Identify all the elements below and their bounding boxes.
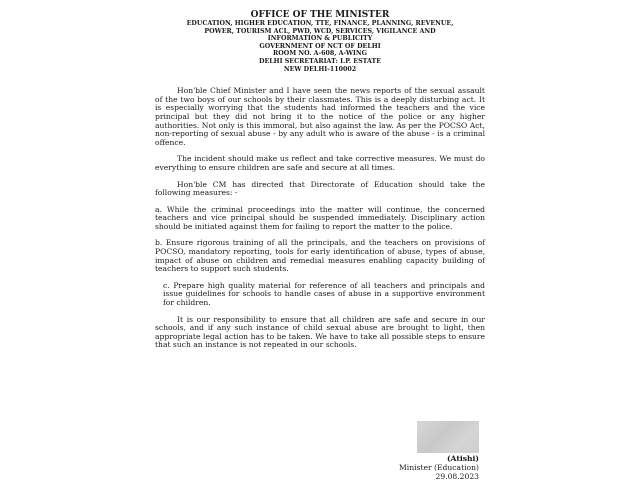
secretariat-line: DELHI SECRETARIAT: I.P. ESTATE bbox=[258, 57, 382, 65]
government-line: GOVERNMENT OF NCT OF DELHI bbox=[259, 42, 381, 50]
measure-b: b. Ensure rigorous training of all the principals, and the teachers on provisions of POCSO, mandatory reporting, tools for early identification of abuse, types of abuse, impact of abuse on children and remedial measures enabling capacity building of teachers to support such students. bbox=[155, 238, 485, 274]
signatory-designation: Minister (Education) bbox=[399, 462, 479, 472]
paragraph-reflect: The incident should make us reflect and take corrective measures. We must do everything to ensure children are safe and secure at all times. bbox=[155, 154, 485, 172]
portfolio-line-1: EDUCATION, HIGHER EDUCATION, TTE, FINANCE, PLANNING, REVENUE, bbox=[186, 20, 454, 27]
paragraph-intro: Hon'ble Chief Minister and I have seen the news reports of the sexual assault of the two boys of our schools by their classmates. This is a deeply disturbing act. It is especially worrying that the students had informed the teachers and the vice principal but they did not bring it to the notice of the police or any higher authorities. Not only is this immoral, but also against the law. As per the POCSO Act, non-reporting of sexual abuse - by any adult who is aware of the abuse - is a criminal offence. bbox=[155, 86, 485, 147]
letterhead bbox=[155, 10, 485, 73]
city-line: NEW DELHI-110002 bbox=[283, 65, 357, 73]
letter-page bbox=[155, 10, 485, 481]
signatory-name: (Atishi) bbox=[446, 454, 479, 463]
letter-date: 29.08.2023 bbox=[435, 471, 479, 481]
office-title: OFFICE OF THE MINISTER bbox=[250, 10, 390, 20]
portfolio-line-2: POWER, TOURISM ACL, PWD, WCD, SERVICES, VIGILANCE AND bbox=[204, 27, 436, 35]
measure-a: a. While the criminal proceedings into the matter will continue, the concerned teachers and vice principal should be suspended immediately. Disciplinary action should be initiated against them for failing to report the matter to the police. bbox=[155, 204, 485, 231]
redacted-signature bbox=[417, 421, 479, 453]
portfolio-line-3: INFORMATION & PUBLICITY bbox=[267, 35, 373, 43]
signature-block bbox=[379, 421, 479, 481]
paragraph-responsibility: It is our responsibility to ensure that all children are safe and secure in our schools, and if any such instance of child sexual abuse are brought to light, then appropriate legal action has to be taken. We have to take all possible steps to ensure that such an instance is not repeated in our schools. bbox=[155, 314, 485, 350]
room-line: ROOM NO. A-608, A-WING bbox=[273, 50, 367, 58]
measure-c: c. Prepare high quality material for reference of all teachers and principals and issue guidelines for schools to handle cases of abuse in a supportive environment for children. bbox=[163, 280, 485, 308]
paragraph-directive: Hon'ble CM has directed that Directorate of Education should take the following measures: - bbox=[155, 179, 485, 198]
